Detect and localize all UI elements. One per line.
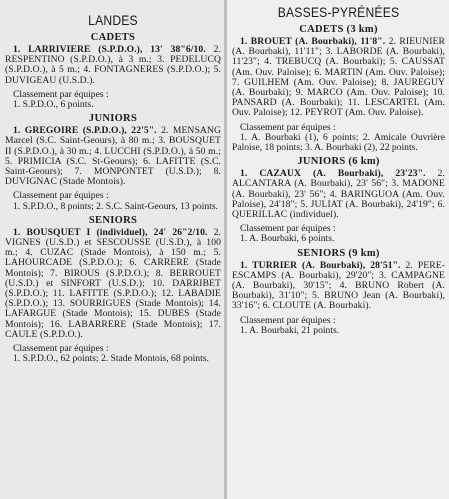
results-rest: 2. MENSANG Marcel (S.C. Saint-Geours), à 80 m.; 3. BOUSQUET II (S.P.D.O.), à 30 m.; 4. LUCCHI (S.P.D.O.), à 50 m.; 5. PRIMICIA (S.C. St-Geours); 6. LAFITTE (S.C. Saint-Geours); 7. MONPONTET (U.S.D.); 8. DUVIGNAC (Stade Montois).	[5, 125, 221, 188]
team-ranking-value: 1. S.P.D.O., 8 points; 2. S.C. Saint-Geours, 13 points.	[13, 200, 218, 212]
results-seniors	[5, 228, 221, 340]
results-rest: 2. ALCANTARA (A. Bourbaki), 23' 56"; 3. MADONE (A. Bourbaki), 23' 56"; 4. BARINGUOA (Am. Ouv. Paloise), 24'18"; 5. JULIAT (A. Bourbaki), 24'19"; 6. QUERILLAC (individuel).	[232, 168, 445, 221]
winner-line: 1. BOUSQUET I (individuel), 24' 26"2/10.	[13, 226, 208, 238]
region-title-basses-pyrenees: BASSES-PYRÉNÉES	[277, 5, 400, 20]
team-ranking-value: 1. S.P.D.O., 6 points.	[13, 99, 94, 111]
results-rest: 2. RESPENTINO (S.P.D.O.), à 3 m.; 3. PEDELUCQ (S.P.D.O.), à 5 m.; 4. FONTAGNERES (S.P.D.O.); 5. DUVIGEAU (U.S.D.).	[5, 44, 221, 86]
results-seniors	[232, 261, 445, 312]
team-ranking-value: 1. A. Bourbaki, 21 points.	[240, 324, 340, 336]
team-ranking-heading: Classement par équipes :	[13, 343, 109, 355]
team-ranking-heading: Classement par équipes :	[240, 121, 336, 133]
category-heading-juniors: JUNIORS (6 km)	[297, 156, 380, 168]
team-ranking-value: 1. A. Bourbaki, 6 points.	[240, 233, 335, 245]
team-ranking-heading: Classement par équipes :	[240, 314, 336, 326]
winner-line: 1. TURRIER (A. Bourbaki), 28'51".	[240, 259, 401, 271]
winner-line: 1. LARRIVIERE (S.P.D.O.), 13' 38"6/10.	[13, 44, 206, 55]
results-juniors	[232, 169, 445, 220]
results-juniors	[5, 126, 221, 187]
results-rest: 2. RIEUNIER (A. Bourbaki), 11'11"; 3. LABORDE (A. Bourbaki), 11'23"; 4. TREBUCQ (A. Bourbaki); 5. CAUSSAT (Am. Ouv. Paloise); 6. MARTIN (Am. Ouv. Paloise); 7. GUILHEM (Am. Ouv. Paloise); 8. JAUREGUY (A. Bourbaki); 9. MARCO (Am. Ouv. Paloise); 10. PANSARD (A. Bourbaki); 11. LESCARTEL (Am. Ouv. Paloise); 12. PEYROT (Am. Ouv. Paloise).	[232, 36, 445, 119]
category-heading-seniors: SENIORS	[88, 214, 138, 226]
results-rest: 2. PERE-ESCAMPS (A. Bourbaki), 29'20"; 3. CAMPAGNE (A. Bourbaki), 30'15"; 4. BRUNO Robert (A. Bourbaki), 31'10"; 5. BRUNO Jean (A. Bourbaki), 33'16"; 6. CLOUTE (A. Bourbaki).	[232, 259, 445, 312]
team-ranking-heading: Classement par équipes :	[13, 88, 109, 100]
winner-line: 1. GREGOIRE (S.P.D.O.), 22'5".	[13, 125, 157, 137]
team-ranking-value: 1. A. Bourbaki (1), 6 points; 2. Amicale Ouvrière Paloise, 18 points; 3. A. Bourbaki (2), 22 points.	[232, 131, 445, 154]
winner-line: 1. BROUET (A. Bourbaki), 11'8".	[240, 36, 386, 47]
column-basses-pyrenees	[227, 0, 449, 499]
team-ranking-heading: Classement par équipes :	[13, 190, 109, 202]
team-ranking-value: 1. S.P.D.O., 62 points; 2. Stade Montois, 68 points.	[13, 353, 209, 365]
team-ranking-heading: Classement par équipes :	[240, 223, 336, 235]
category-heading-cadets: CADETS	[90, 32, 136, 43]
results-cadets	[232, 37, 445, 119]
category-heading-seniors: SENIORS (9 km)	[297, 247, 380, 259]
results-cadets	[5, 45, 221, 86]
category-heading-cadets: CADETS (3 km)	[299, 24, 378, 35]
results-rest: 2. VIGNES (U.S.D.) et SESCOUSSE (U.S.D.), à 100 m.; 4. CUZAC (Stade Montois), à 150 m.; 5. LAHOURCADE (S.P.D.O.); 6. CARRERE (Stade Montois); 7. BIROUS (S.P.D.O.); 8. BERROUET (U.S.D.) et SINFORT (U.S.D.); 10. DARRIBET (S.P.D.O.); 11. LAFITTE (S.P.D.O.); 12. LABADIE (S.P.D.O.); 13. SOURRIGUES (Stade Montois); 14. LAFARGUE (Stade Montois); 15. DUBES (Stade Montois); 16. LABARRERE (Stade Montois); 17. CAULE (S.P.D.O.).	[5, 226, 221, 340]
region-title-landes: LANDES	[88, 13, 138, 28]
winner-line: 1. CAZAUX (A. Bourbaki), 23'23".	[240, 168, 426, 180]
category-heading-juniors: JUNIORS	[88, 113, 138, 125]
